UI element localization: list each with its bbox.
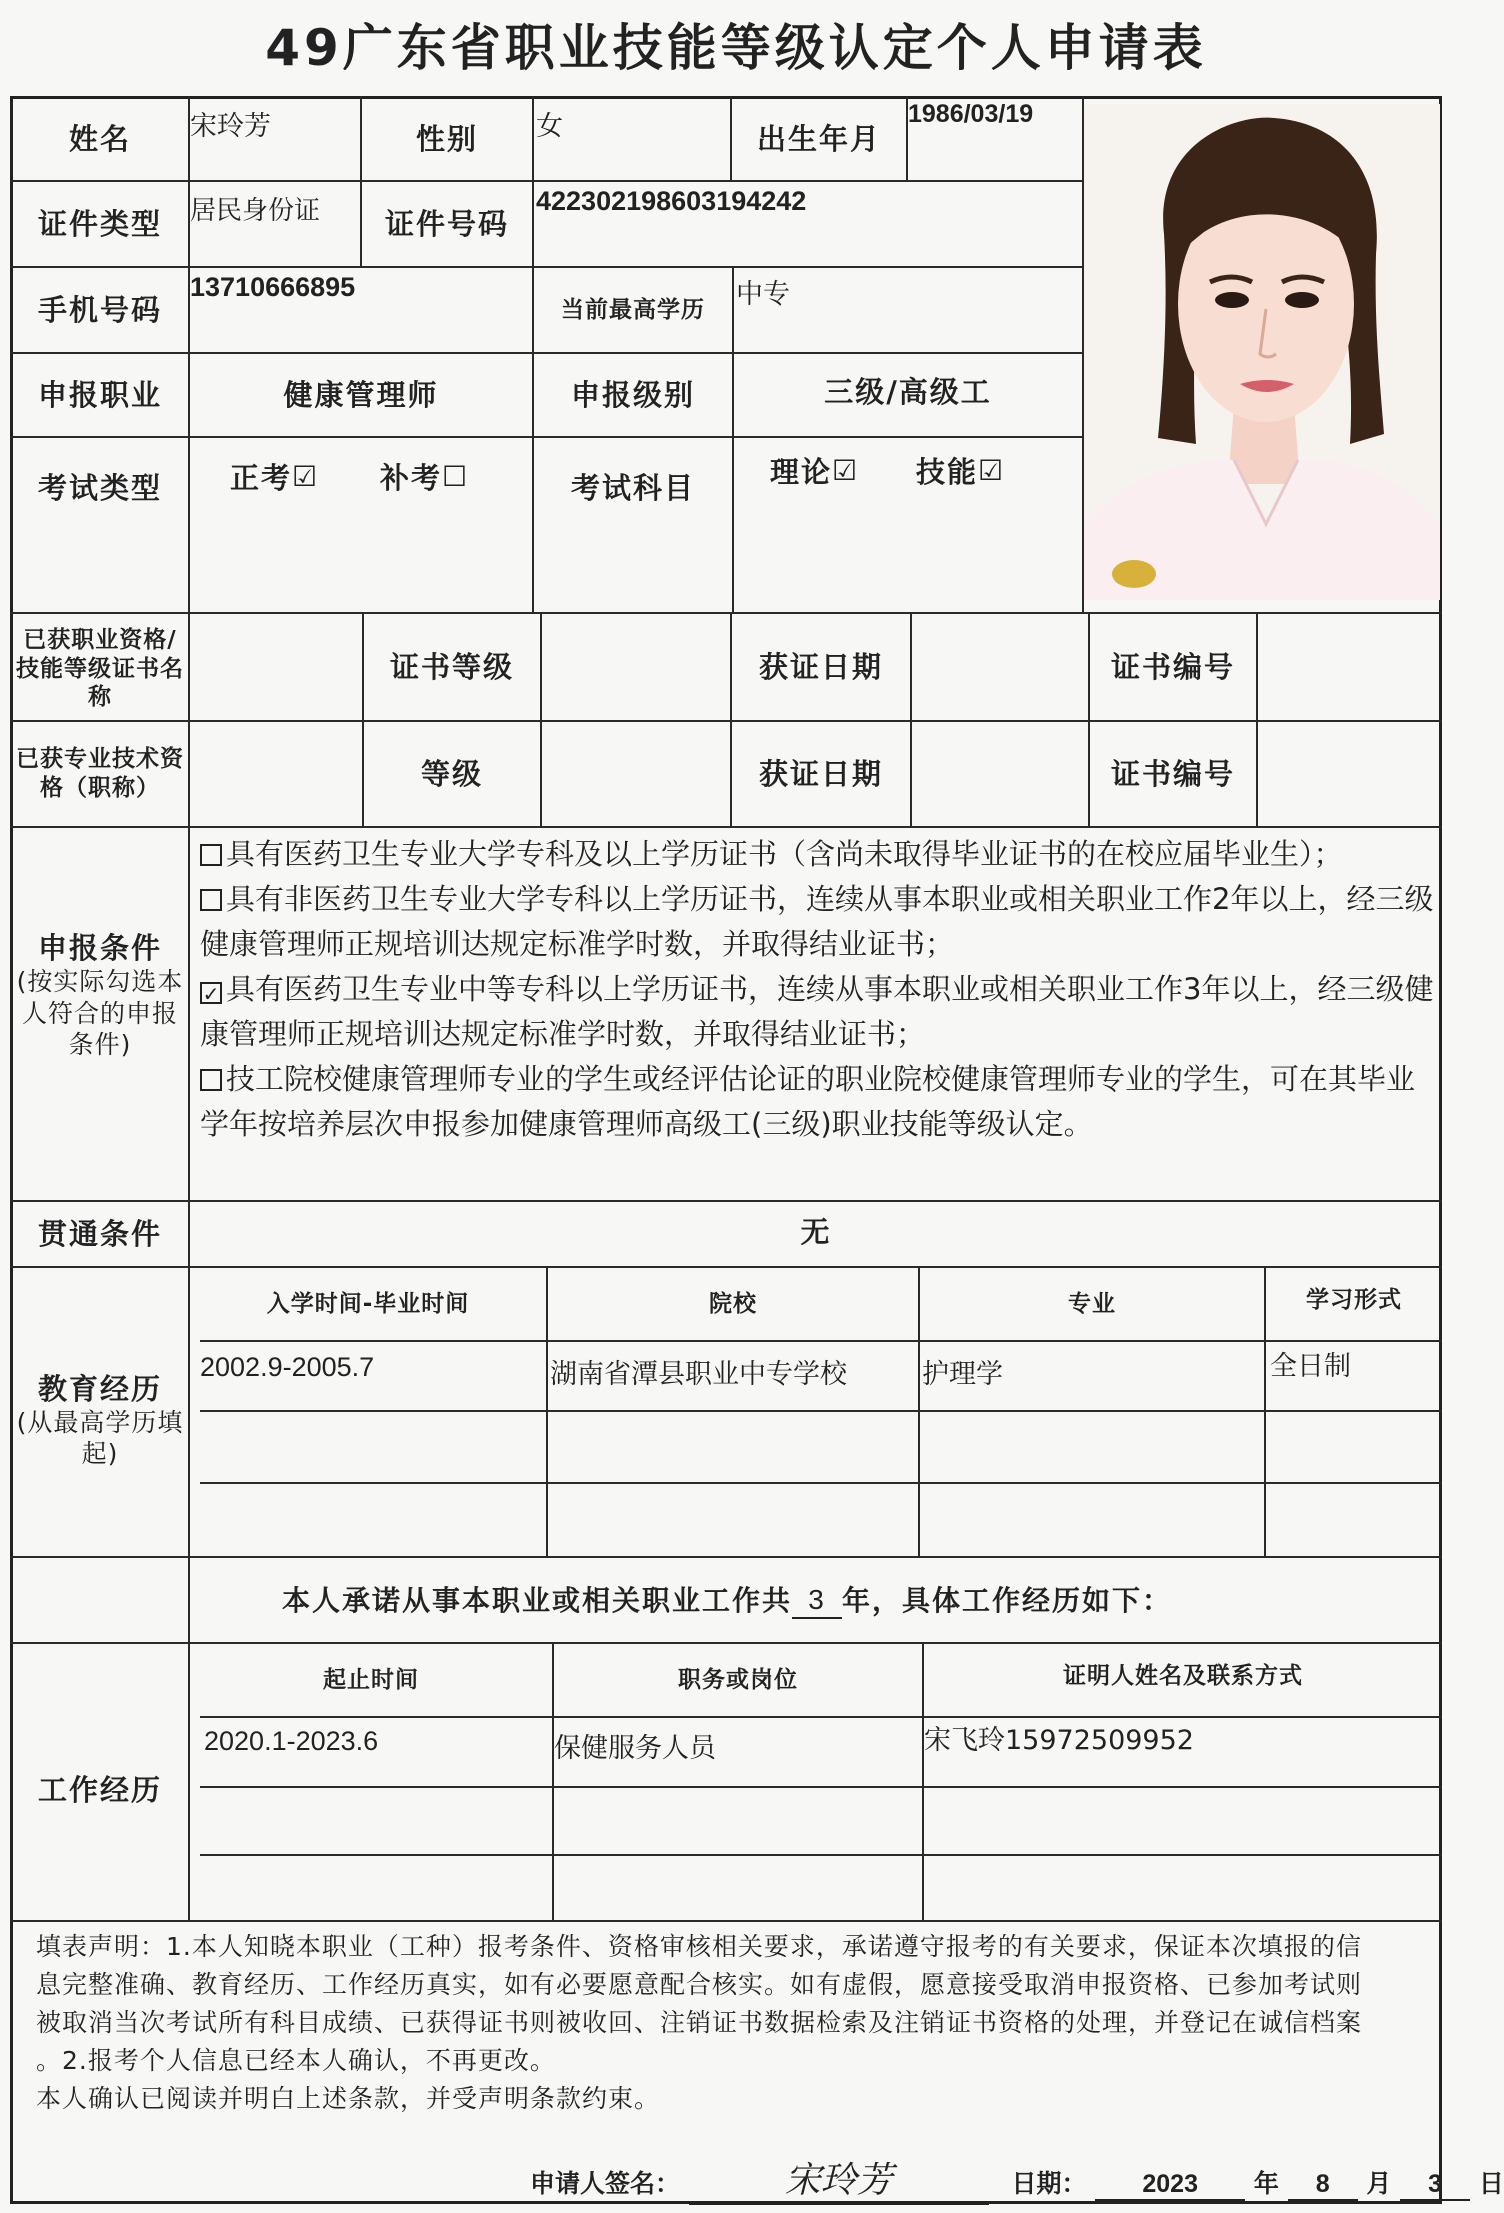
signature-name[interactable]: 宋玲芳 (689, 2152, 989, 2205)
exam-type-label: 考试类型 (37, 470, 162, 505)
declaration-line-1: 填表声明：1.本人知晓本职业（工种）报考条件、资格审核相关要求，承诺遵守报考的有关要求，保证本次填报的信 (36, 1932, 1362, 1961)
applicant-photo (1084, 104, 1440, 600)
id-number-label: 证件号码 (384, 206, 509, 241)
gender-value: 女 (536, 111, 563, 142)
signature-row (530, 2152, 1504, 2205)
id-type-value: 居民身份证 (190, 196, 321, 226)
condition-item-3[interactable] (200, 967, 1440, 1057)
phone-value: 13710666895 (190, 272, 356, 302)
cert-obtained-label: 已获职业资格/技能等级证书名称 (16, 626, 184, 711)
phone-label: 手机号码 (37, 292, 162, 327)
level-value: 三级/高级工 (824, 374, 992, 409)
edu-row-major: 护理学 (922, 1359, 1003, 1390)
education-label: 当前最高学历 (561, 296, 705, 323)
birth-value: 1986/03/19 (908, 100, 1034, 128)
exam-formal-label: 正考 (230, 460, 293, 495)
date-month[interactable]: 8 (1288, 2170, 1358, 2201)
condition-1-text: 具有医药卫生专业大学专科及以上学历证书（含尚未取得毕业证书的在校应届毕业生）； (226, 837, 1343, 871)
gender-label: 性别 (415, 121, 478, 156)
cert-no-label: 证书编号 (1110, 649, 1235, 684)
declaration-line-4: 。2.报考个人信息已经本人确认，不再更改。 (36, 2046, 556, 2075)
work-commit (12, 1558, 1442, 1642)
edu-row-school: 湖南省潭县职业中专学校 (550, 1359, 847, 1390)
name-label: 姓名 (68, 121, 131, 156)
edu-header-major: 专业 (1068, 1290, 1116, 1317)
occupation-value: 健康管理师 (283, 377, 439, 412)
conditions-note: (按实际勾选本人符合的申报条件) (16, 967, 184, 1059)
condition-item-4[interactable] (200, 1057, 1440, 1147)
education-value: 中专 (736, 279, 790, 310)
date-label: 日期： (1011, 2169, 1087, 2198)
exam-formal-checkbox[interactable]: ☑ (292, 460, 320, 493)
condition-4-checkbox[interactable] (200, 1069, 222, 1091)
condition-item-1[interactable] (200, 832, 1440, 877)
conditions-title: 申报条件 (37, 931, 162, 965)
conditions-list (200, 832, 1440, 1147)
edu-header-mode: 学习形式 (1306, 1286, 1402, 1313)
date-month-unit: 月 (1366, 2169, 1392, 2198)
pro-date-label: 获证日期 (758, 756, 883, 791)
work-header-witness: 证明人姓名及联系方式 (1063, 1662, 1303, 1689)
exam-theory-label: 理论 (770, 454, 833, 489)
declaration-line-3: 被取消当次考试所有科目成绩、已获得证书则被收回、注销证书数据检索及注销证书资格的处理，并登记在诚信档案 (36, 2008, 1363, 2037)
through-value: 无 (800, 1214, 832, 1249)
date-year-unit: 年 (1253, 2169, 1279, 2198)
date-day[interactable]: 3 (1400, 2170, 1470, 2201)
conditions-label-cell (12, 900, 188, 1090)
date-day-unit: 日 (1478, 2169, 1504, 2198)
exam-theory-option[interactable] (770, 452, 863, 492)
exam-makeup-option[interactable] (380, 458, 473, 498)
exam-skill-checkbox[interactable]: ☑ (978, 454, 1006, 487)
edu-header-school: 院校 (709, 1290, 757, 1317)
pro-no-label: 证书编号 (1110, 756, 1235, 791)
pro-grade-label: 等级 (420, 756, 483, 791)
cert-level-label: 证书等级 (389, 649, 514, 684)
id-type-label: 证件类型 (37, 206, 162, 241)
work-commit-suffix: 年，具体工作经历如下： (842, 1583, 1173, 1617)
work-header-period: 起止时间 (323, 1666, 419, 1693)
signature-label: 申请人签名： (530, 2169, 681, 2198)
edu-row-mode: 全日制 (1270, 1351, 1351, 1382)
work-row-position: 保健服务人员 (554, 1733, 716, 1764)
education-title: 教育经历 (37, 1371, 162, 1406)
exam-skill-label: 技能 (916, 454, 979, 489)
occupation-label: 申报职业 (37, 377, 162, 412)
education-note: (从最高学历填起) (16, 1407, 184, 1469)
condition-4-text: 技工院校健康管理师专业的学生或经评估论证的职业院校健康管理师专业的学生，可在其毕业学年按培养层次申报参加健康管理师高级工(三级)职业技能等级认定。 (200, 1062, 1416, 1141)
exam-subject-label: 考试科目 (570, 470, 695, 505)
birth-label: 出生年月 (756, 121, 881, 156)
declaration (36, 1928, 1436, 2118)
form-title: 49广东省职业技能等级认定个人申请表 (265, 19, 1207, 77)
work-commit-prefix: 本人承诺从事本职业或相关职业工作共 (281, 1583, 792, 1617)
work-row-witness: 宋飞玲15972509952 (924, 1725, 1194, 1756)
name-value: 宋玲芳 (190, 111, 271, 142)
condition-item-2[interactable] (200, 877, 1440, 967)
edu-row-period: 2002.9-2005.7 (200, 1352, 375, 1382)
exam-theory-checkbox[interactable]: ☑ (832, 454, 860, 487)
condition-3-checkbox[interactable]: ✓ (200, 982, 222, 1004)
declaration-line-2: 息完整准确、教育经历、工作经历真实，如有必要愿意配合核实。如有虚假，愿意接受取消申报资格、已参加考试则 (36, 1970, 1363, 1999)
pro-title-label: 已获专业技术资格（职称） (16, 746, 184, 801)
condition-1-checkbox[interactable] (200, 844, 222, 866)
exam-skill-option[interactable] (916, 452, 1009, 492)
declaration-line-5: 本人确认已阅读并明白上述条款，并受声明条款约束。 (36, 2084, 661, 2113)
cert-date-label: 获证日期 (758, 649, 883, 684)
date-year[interactable]: 2023 (1095, 2170, 1245, 2201)
work-label: 工作经历 (37, 1772, 162, 1807)
exam-makeup-label: 补考 (380, 460, 443, 495)
edu-header-period: 入学时间-毕业时间 (266, 1290, 470, 1317)
work-commit-years: 3 (792, 1582, 842, 1619)
through-label: 贯通条件 (37, 1216, 162, 1251)
condition-2-checkbox[interactable] (200, 889, 222, 911)
education-label-cell (12, 1340, 188, 1500)
work-row-period: 2020.1-2023.6 (204, 1726, 379, 1756)
condition-3-text: 具有医药卫生专业中等专科以上学历证书，连续从事本职业或相关职业工作3年以上，经三级健康管理师正规培训达规定标准学时数，并取得结业证书； (200, 972, 1434, 1051)
portrait-image (1084, 104, 1440, 600)
condition-2-text: 具有非医药卫生专业大学专科以上学历证书，连续从事本职业或相关职业工作2年以上，经三级健康管理师正规培训达规定标准学时数，并取得结业证书； (200, 882, 1434, 961)
exam-formal-option[interactable] (230, 458, 323, 498)
work-header-position: 职务或岗位 (678, 1666, 798, 1693)
id-number-value: 422302198603194242 (536, 186, 807, 216)
exam-makeup-checkbox[interactable]: ☐ (442, 460, 470, 493)
level-label: 申报级别 (570, 377, 695, 412)
